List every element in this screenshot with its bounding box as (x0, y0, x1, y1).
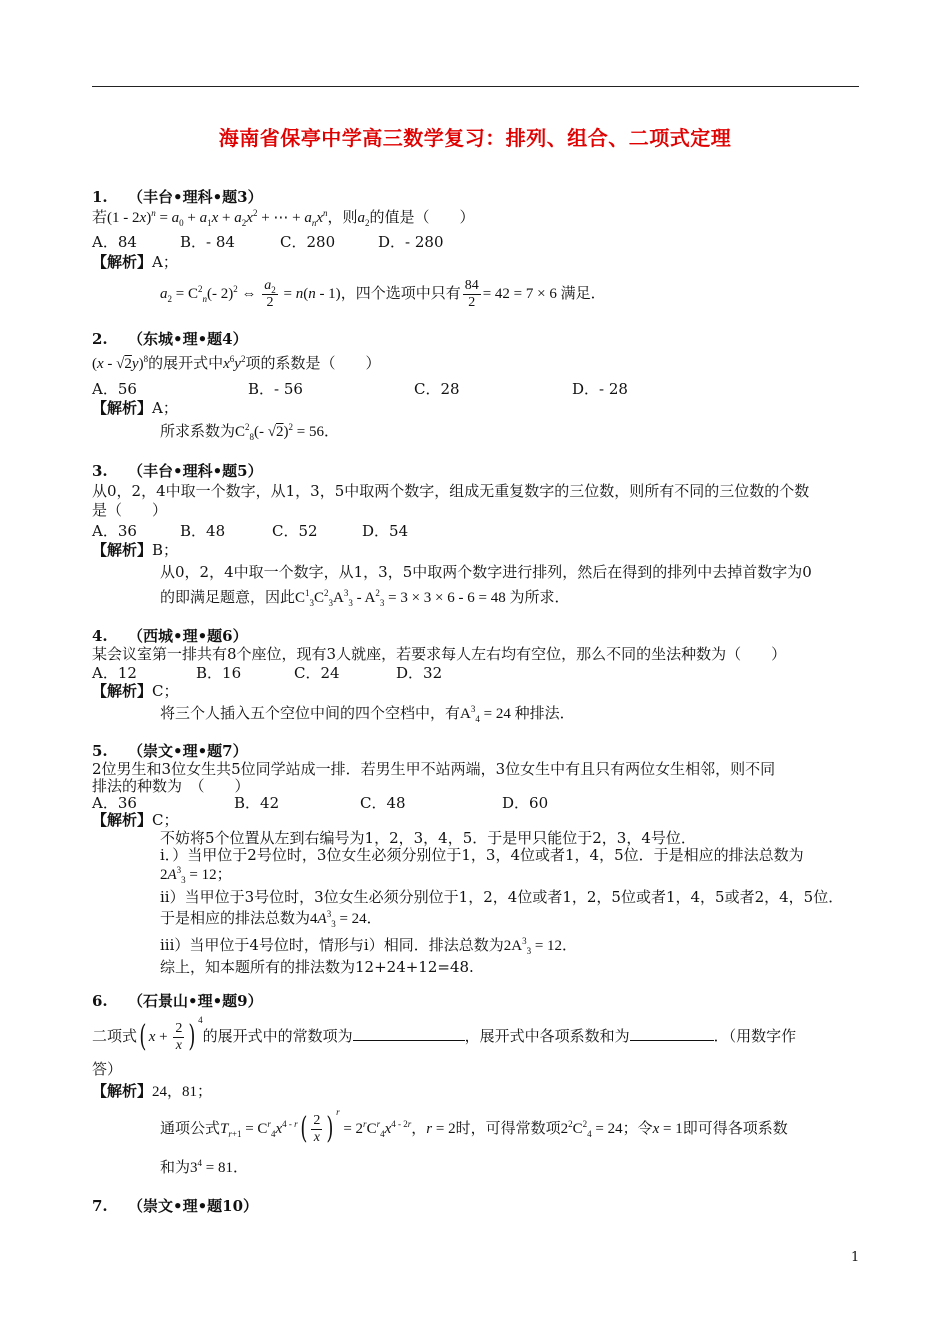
option-c: C．280 (280, 233, 336, 251)
option-b: B．- 84 (180, 233, 235, 251)
option-a: A．36 (92, 522, 137, 540)
question-5-solution-line4: ii）当甲位于3号位时，3位女生必须分别位于1，2，4位或者1，2，5位或者1，4，5或者2，4，5位． (160, 888, 844, 906)
option-a: A．56 (92, 380, 137, 398)
question-6-answer: 【解析】24，81； (92, 1082, 213, 1100)
question-2-header: 2. （东城•理•题4） (92, 330, 248, 348)
question-4-stem: 某会议室第一排共有8个座位，现有3人就座，若要求每人左右均有空位，那么不同的坐法种数为（ ） (92, 645, 787, 663)
question-6-solution-line1: 通项公式$T_{r+1} = C^r_4x^{4 - r}$( $\frac{2}{x}$ ) $^r = 2^rC^r_4x^{4 - 2r}$，r = 2时，可得常数项$2^2C^2_4 = 24$；令x = 1即可得各项系数 (160, 1107, 788, 1146)
question-2-answer: 【解析】A； (92, 399, 178, 417)
question-5-header: 5. （崇文•理•题7） (92, 742, 248, 760)
question-4-header: 4. （西城•理•题6） (92, 627, 248, 645)
question-3-stem-line2: 是（ ） (92, 501, 168, 519)
question-2-options (92, 380, 628, 398)
question-5-options (92, 794, 548, 812)
option-b: B．16 (196, 664, 242, 682)
question-5-answer: 【解析】C； (92, 811, 179, 829)
question-2-solution: 所求系数为$C^2_8(-$ √2)$^2$ = 56． (160, 422, 339, 442)
question-5-solution-line3: $2A^3_3 = 12$； (160, 865, 232, 885)
coefficient-sum-blank[interactable] (630, 1026, 714, 1041)
question-6-stem: 二项式( x + $\frac{2}{x}$ ) $^4$的展开式中的常数项为 ，展开式中各项系数和为 ．（用数字作 (92, 1015, 797, 1054)
option-b: B．42 (234, 794, 280, 812)
option-c: C．24 (294, 664, 340, 682)
question-1-answer: 【解析】A； (92, 253, 178, 271)
question-6-solution-line2: 和为$3^4 = 81$． (160, 1158, 248, 1176)
option-a: A．84 (92, 233, 137, 251)
page-title: 海南省保亭中学高三数学复习：排列、组合、二项式定理 (218, 126, 732, 150)
question-3-answer: 【解析】B； (92, 541, 179, 559)
question-5-solution-line2: i．）当甲位于2号位时，3位女生必须分别位于1，3，4位或者1，4，5位．于是相应的排法总数为 (160, 846, 804, 864)
constant-term-blank[interactable] (353, 1026, 465, 1041)
option-a: A．12 (92, 664, 137, 682)
question-3-options (92, 522, 408, 540)
question-4-solution: 将三个人插入五个空位中间的四个空档中，有$A^3_4 = 24$ 种排法． (160, 704, 575, 724)
question-1-stem: 若$(1 - 2x)^n = a_0 + a_1x + a_2x^2$ + ⋯ + $a_nx^n$，则$a_2$的值是（ ） (92, 208, 475, 228)
option-c: C．28 (414, 380, 460, 398)
question-1-solution: $a_2 = C^2_n(-$ 2)$^2$ ⇔ $\frac{a_2}{2}$ = n(n - 1)，四个选项中只有 $\frac{84}{2}$ = 42 = 7 × 6 满足． (160, 277, 606, 310)
option-d: D．- 280 (378, 233, 444, 251)
question-3-header: 3. （丰台•理科•题5） (92, 462, 263, 480)
question-3-solution-line1: 从0，2，4中取一个数字，从1，3，5中取两个数字进行排列，然后在得到的排列中去掉首数字为0 (160, 563, 812, 581)
option-a: A．36 (92, 794, 137, 812)
question-4-options (92, 664, 442, 682)
header-rule (92, 86, 859, 87)
option-b: B．48 (180, 522, 226, 540)
option-c: C．52 (272, 522, 318, 540)
question-6-header: 6. （石景山•理•题9） (92, 992, 263, 1010)
question-6-stem-line2: 答） (92, 1060, 123, 1078)
page-number: 1 (851, 1250, 860, 1265)
question-3-stem-line1: 从0，2，4中取一个数字，从1，3，5中取两个数字，组成无重复数字的三位数，则所有不同的三位数的个数 (92, 482, 810, 500)
option-d: D．60 (502, 794, 549, 812)
question-2-stem: (x - √2y)$^8$的展开式中$x^6y^2$项的系数是（ ） (92, 354, 381, 372)
question-5-stem-line2: 排法的种数为 （ ） (92, 777, 250, 795)
question-5-stem-line1: 2位男生和3位女生共5位同学站成一排．若男生甲不站两端，3位女生中有且只有两位女生相邻，则不同 (92, 760, 776, 778)
question-5-solution-line5: 于是相应的排法总数为$4A^3_3 = 24$． (160, 909, 382, 929)
option-d: D．54 (362, 522, 409, 540)
question-4-answer: 【解析】C； (92, 682, 179, 700)
question-1-options (92, 233, 444, 251)
question-5-solution-line1: 不妨将5个位置从左到右编号为1，2，3，4，5．于是甲只能位于2，3，4号位． (160, 829, 696, 847)
option-c: C．48 (360, 794, 406, 812)
question-1-header: 1. （丰台•理科•题3） (92, 188, 263, 206)
option-d: D．32 (396, 664, 443, 682)
option-b: B．- 56 (248, 380, 303, 398)
option-d: D．- 28 (572, 380, 628, 398)
question-5-solution-line6: iii）当甲位于4号位时，情形与i）相同．排法总数为$2A^3_3 = 12$． (160, 936, 578, 956)
question-5-solution-line7: 综上，知本题所有的排法数为12+24+12=48. (160, 958, 474, 976)
question-7-header: 7. （崇文•理•题10） (92, 1197, 259, 1215)
question-3-solution-line2: 的即满足题意，因此$C^1_3C^2_3A^3_3 - A^2_3 = 3 \times 3 \times 6 - 6 = 48$ 为所求． (160, 588, 570, 608)
